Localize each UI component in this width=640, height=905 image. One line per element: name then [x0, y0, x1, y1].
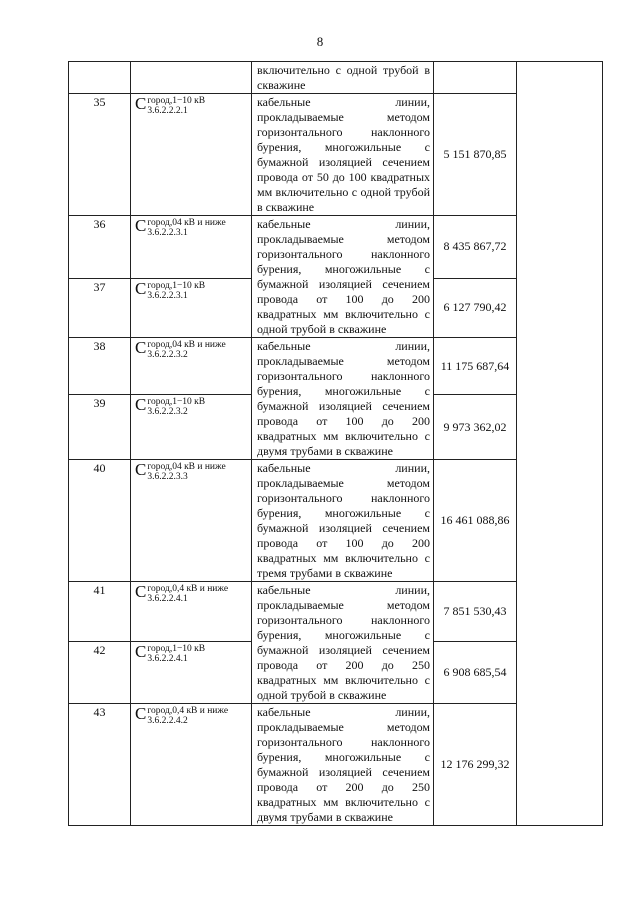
rate-value: 5 151 870,85: [434, 94, 517, 216]
rate-value: 12 176 299,32: [434, 704, 517, 826]
description-cell: кабельные линии, прокладываемые методом горизонтального наклонного бурения, многожильные с бумажной изоляцией сечением провода от 50 до 100 квадратных мм включительно с одной трубой в скважине: [252, 94, 434, 216]
rate-value: 8 435 867,72: [434, 216, 517, 279]
rate-code: C город,1−10 кВ 3.6.2.2.4.1: [131, 642, 252, 704]
row-number: 41: [69, 582, 131, 642]
description-cell: кабельные линии, прокладываемые методом горизонтального наклонного бурения, многожильные с бумажной изоляцией сечением провода от 200 до 250 квадратных мм включительно с одной трубой в скважине: [252, 582, 434, 704]
rate-code: C город,04 кВ и ниже 3.6.2.2.3.3: [131, 460, 252, 582]
rate-code: C город,1−10 кВ 3.6.2.2.3.1: [131, 278, 252, 337]
row-number: 40: [69, 460, 131, 582]
row-number: 43: [69, 704, 131, 826]
rate-code: C город,0,4 кВ и ниже 3.6.2.2.4.2: [131, 704, 252, 826]
table-row: [69, 62, 603, 94]
notes-column: [517, 62, 603, 826]
rate-value: 6 127 790,42: [434, 278, 517, 337]
num-cell: [69, 62, 131, 94]
rate-code: C город,1−10 кВ 3.6.2.2.3.2: [131, 395, 252, 460]
rate-value: 11 175 687,64: [434, 338, 517, 395]
row-number: 42: [69, 642, 131, 704]
description-cell: кабельные линии, прокладываемые методом горизонтального наклонного бурения, многожильные с бумажной изоляцией сечением провода от 200 до 250 квадратных мм включительно с двумя трубами в скважине: [252, 704, 434, 826]
rate-value: 6 908 685,54: [434, 642, 517, 704]
description-cell: кабельные линии, прокладываемые методом горизонтального наклонного бурения, многожильные с бумажной изоляцией сечением провода от 100 до 200 квадратных мм включительно с одной трубой в скважине: [252, 216, 434, 338]
rate-value: 9 973 362,02: [434, 395, 517, 460]
rate-value: 16 461 088,86: [434, 460, 517, 582]
row-number: 36: [69, 216, 131, 279]
description-cell: кабельные линии, прокладываемые методом горизонтального наклонного бурения, многожильные с бумажной изоляцией сечением провода от 100 до 200 квадратных мм включительно с двумя трубами в скважине: [252, 338, 434, 460]
page-number: 8: [316, 34, 324, 49]
code-cell: [131, 62, 252, 94]
row-number: 38: [69, 338, 131, 395]
row-number: 37: [69, 278, 131, 337]
description-cell: включительно с одной трубой в скважине: [252, 62, 434, 94]
rate-code: C город,0,4 кВ и ниже 3.6.2.2.4.1: [131, 582, 252, 642]
tariff-table: [68, 61, 603, 826]
rate-code: C город,1−10 кВ 3.6.2.2.2.1: [131, 94, 252, 216]
description-cell: кабельные линии, прокладываемые методом горизонтального наклонного бурения, многожильные с бумажной изоляцией сечением провода от 100 до 200 квадратных мм включительно с тремя трубами в скважине: [252, 460, 434, 582]
row-number: 35: [69, 94, 131, 216]
rate-code: C город,04 кВ и ниже 3.6.2.2.3.1: [131, 216, 252, 279]
value-cell: [434, 62, 517, 94]
row-number: 39: [69, 395, 131, 460]
rate-value: 7 851 530,43: [434, 582, 517, 642]
rate-code: C город,04 кВ и ниже 3.6.2.2.3.2: [131, 338, 252, 395]
